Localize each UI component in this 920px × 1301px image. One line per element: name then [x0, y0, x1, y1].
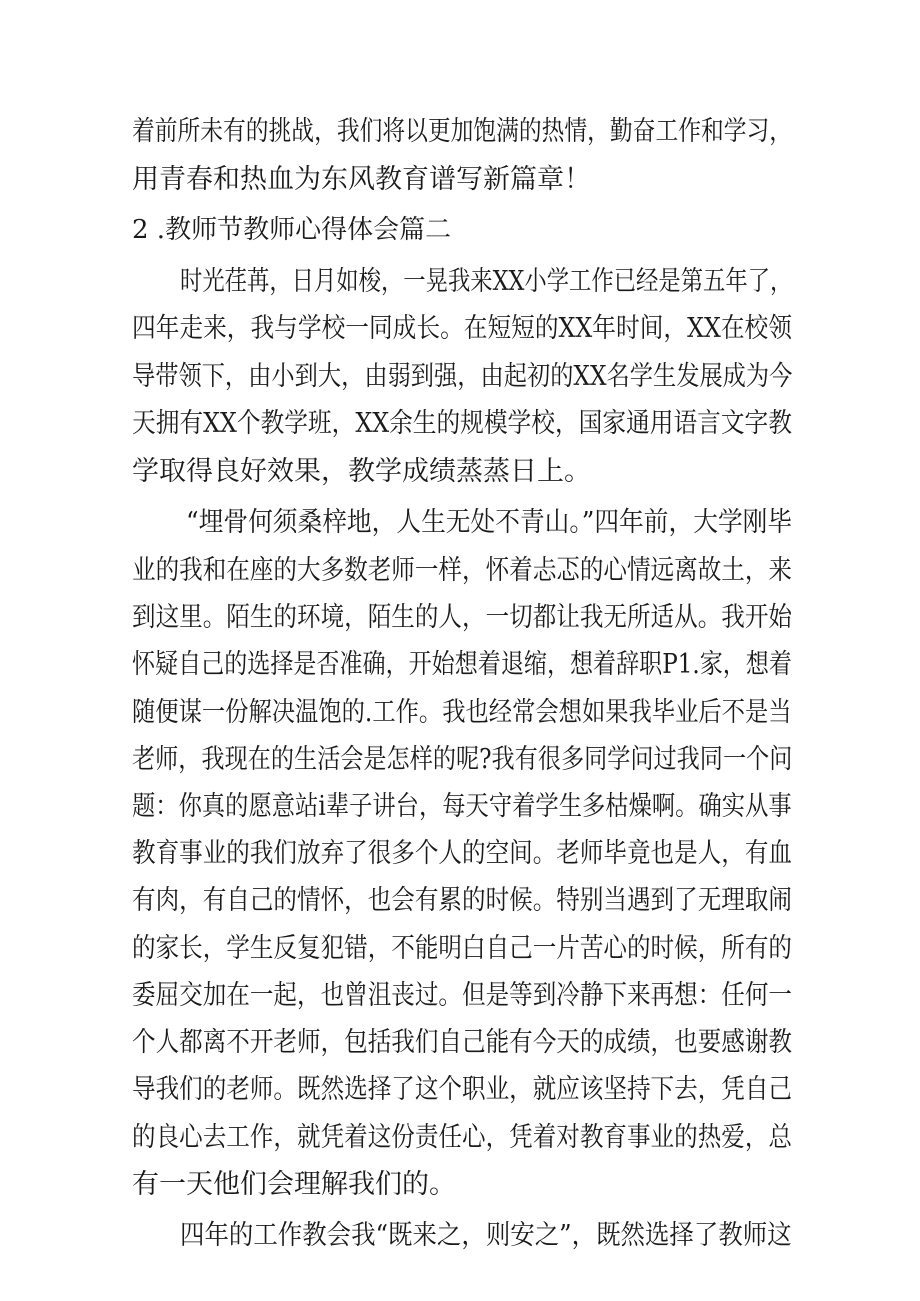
text-line: 教育事业的我们放弃了很多个人的空间。老师毕竟也是人，有血 — [132, 838, 792, 869]
text-line: 老师，我现在的生活会是怎样的呢?我有很多同学问过我同一个问 — [132, 744, 793, 775]
text-line: 有一天他们会理解我们的。 — [132, 1169, 456, 1200]
text-line: 个人都离不开老师，包括我们自己能有今天的成绩，也要感谢教 — [132, 1027, 792, 1058]
text-line: 学取得良好效果，教学成绩蒸蒸日上。 — [132, 456, 591, 487]
text-line: 天拥有XX个教学班，XX余生的规模学校，国家通用语言文字教 — [132, 408, 792, 439]
text-line: 怀疑自己的选择是否准确，开始想着退缩，想着辞职P1.家，想着 — [132, 649, 792, 680]
text-line: 有肉，有自己的情怀，也会有累的时候。特别当遇到了无理取闹 — [132, 885, 792, 916]
text-line: 委屈交加在一起，也曾沮丧过。但是等到冷静下来再想：任何一 — [132, 980, 792, 1011]
paragraph-first-line: “埋骨何须桑梓地，人生无处不青山。”四年前，大学刚毕 — [186, 507, 793, 538]
text-line: 随便谋一份解决温饱的.工作。我也经常会想如果我毕业后不是当 — [132, 697, 792, 728]
text-line: 导我们的老师。既然选择了这个职业，就应该坚持下去，凭自己 — [132, 1074, 792, 1105]
paragraph-first-line: 四年的工作教会我“既来之，则安之”，既然选择了教师这 — [180, 1220, 792, 1251]
section-heading: 2 .教师节教师心得体会篇二 — [132, 215, 452, 245]
text-line: 着前所未有的挑战，我们将以更加饱满的热情，勤奋工作和学习， — [132, 116, 792, 147]
text-line: 到这里。陌生的环境，陌生的人，一切都让我无所适从。我开始 — [132, 602, 792, 633]
text-line: 业的我和在座的大多数老师一样，怀着忐忑的心情远离故土，来 — [132, 555, 792, 586]
paragraph-first-line: 时光荏苒，日月如梭，一晃我来XX小学工作已经是第五年了， — [180, 266, 793, 297]
text-line: 导带领下，由小到大，由弱到强，由起初的XX名学生发展成为今 — [132, 361, 793, 392]
text-line: 用青春和热血为东风教育谱写新篇章！ — [132, 164, 591, 195]
text-line: 的家长，学生反复犯错，不能明白自己一片苦心的时候，所有的 — [132, 933, 792, 964]
text-line: 的良心去工作，就凭着这份责任心，凭着对教育事业的热爱，总 — [132, 1122, 792, 1153]
text-line: 四年走来，我与学校一同成长。在短短的XX年时间，XX在校领 — [132, 313, 792, 344]
text-line: 题：你真的愿意站i辈子讲台，每天守着学生多枯燥啊。确实从事 — [132, 791, 792, 822]
